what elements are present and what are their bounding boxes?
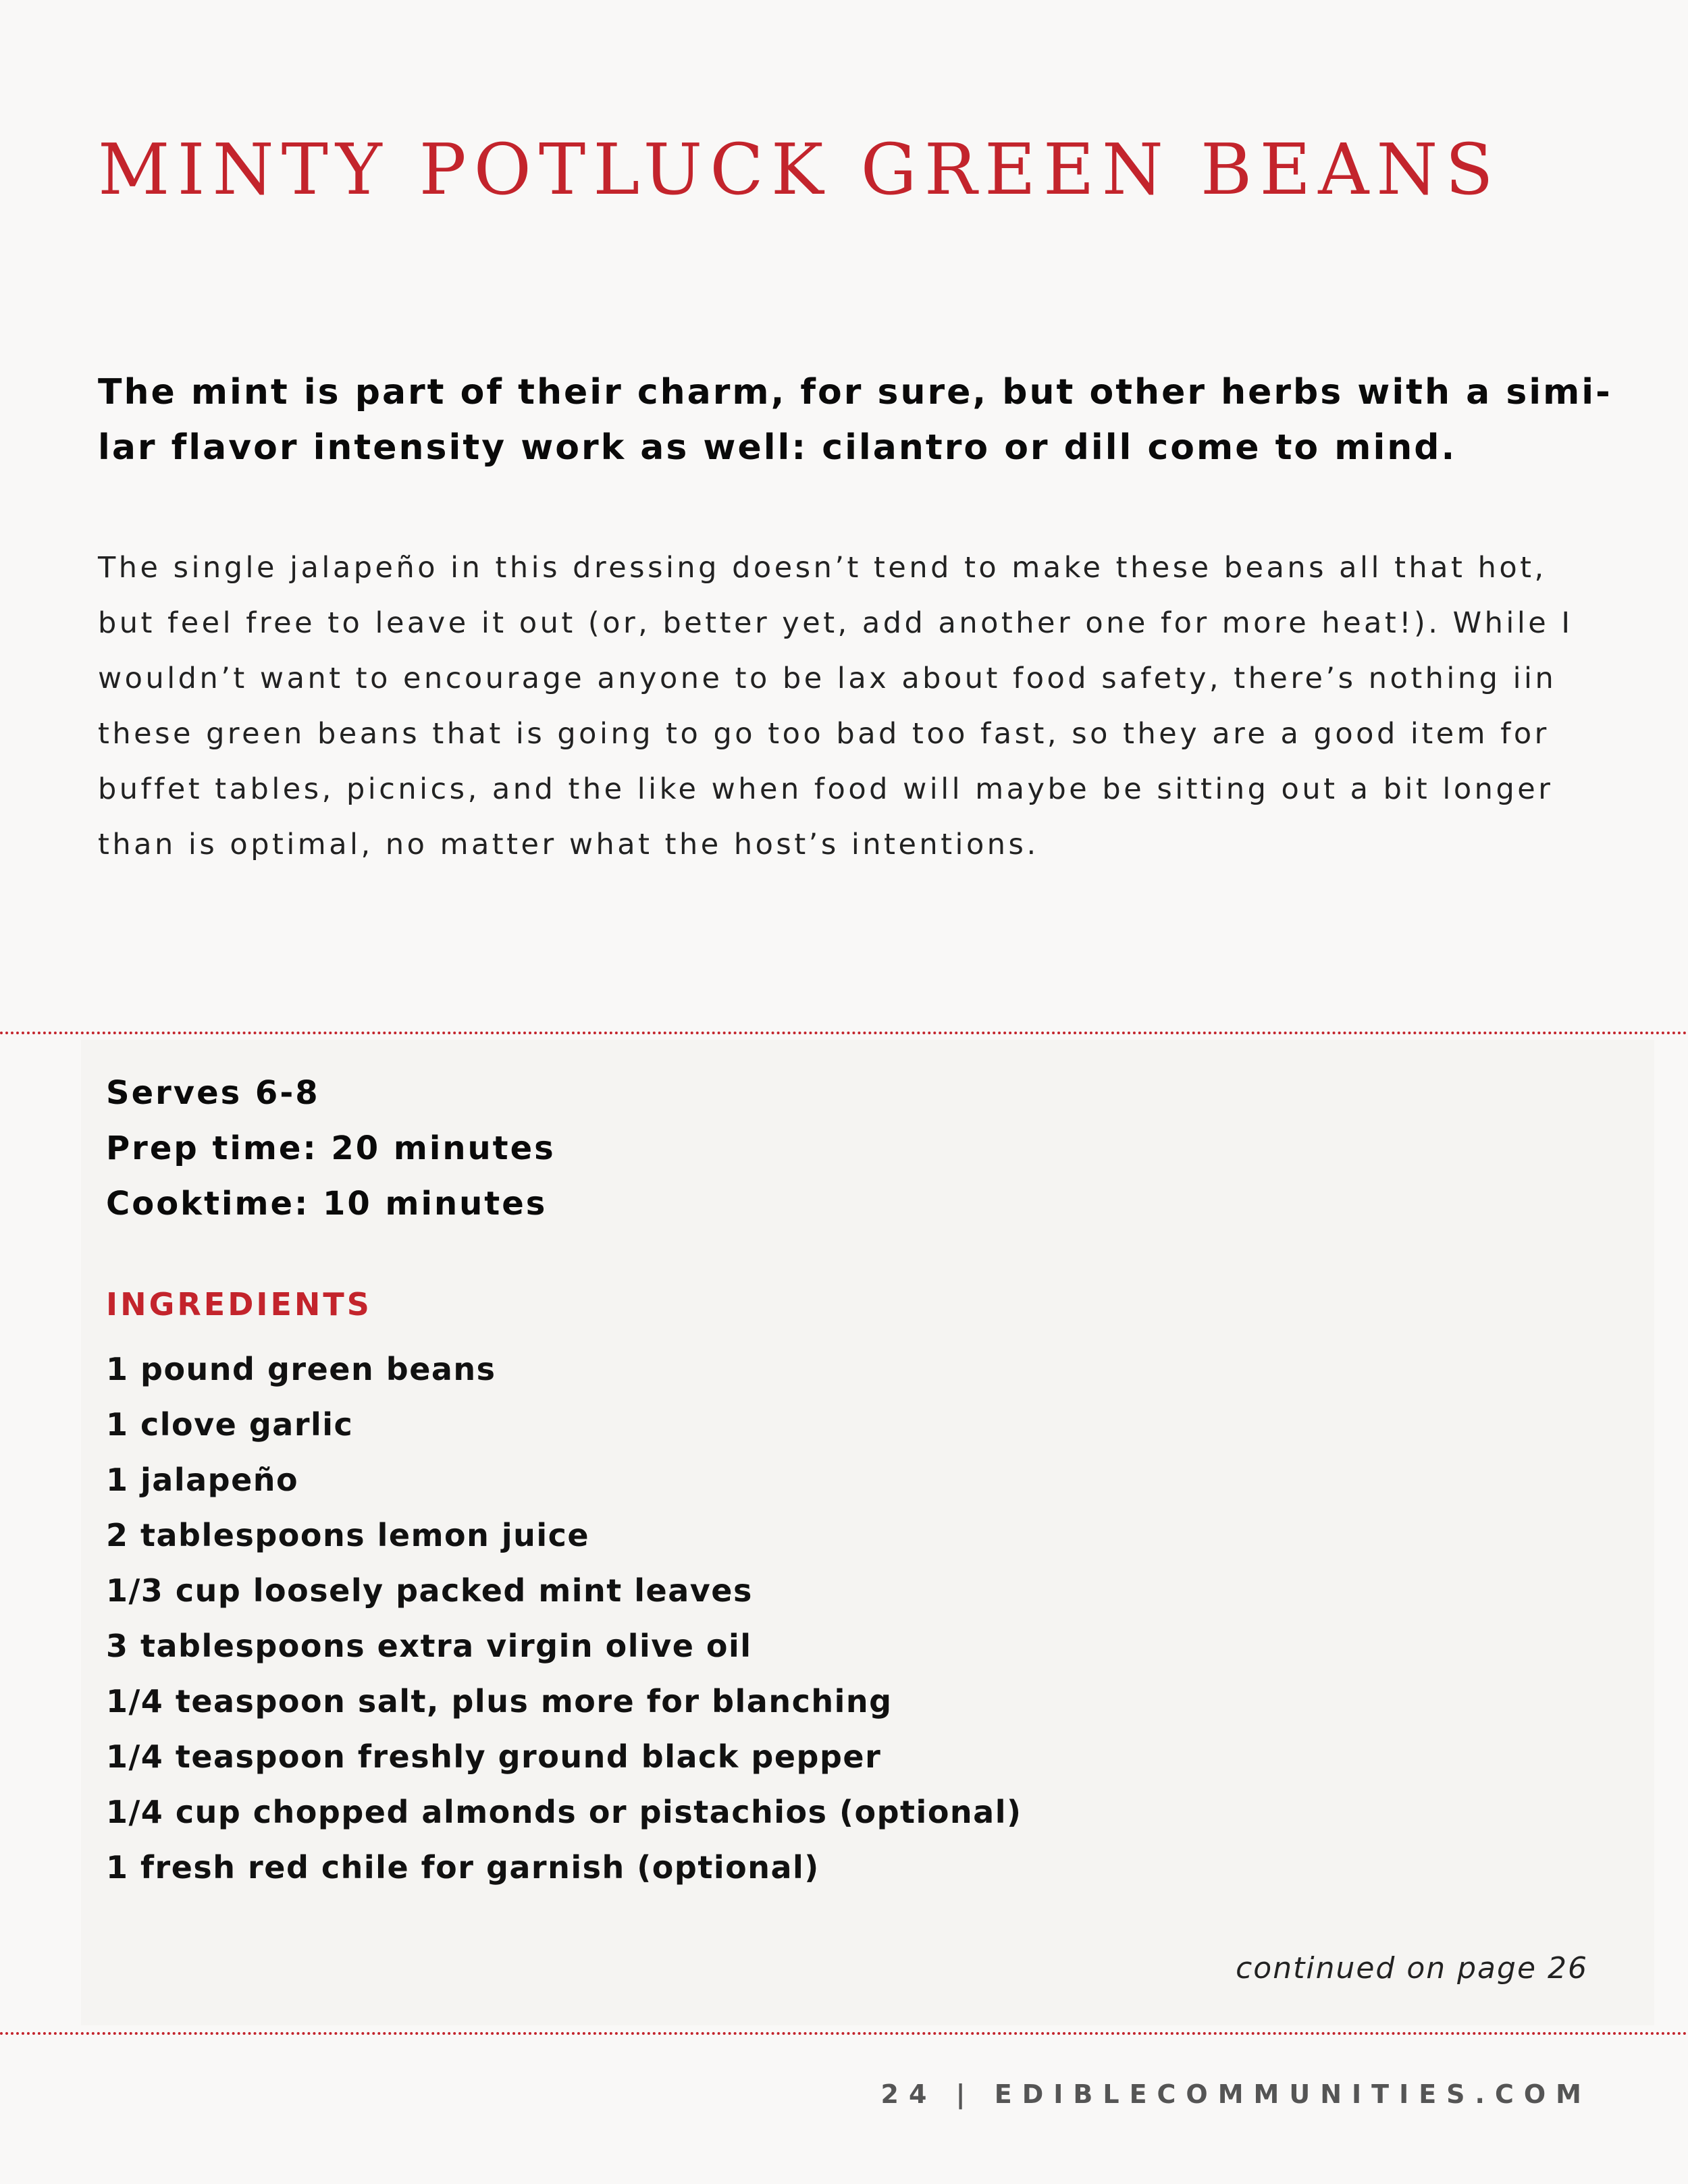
ingredients-heading: INGREDIENTS: [106, 1286, 372, 1323]
ingredient-item: 1/4 teaspoon salt, plus more for blanching: [106, 1683, 893, 1720]
body-line: buffet tables, picnics, and the like when food will maybe be sitting out a bit longer: [98, 772, 1554, 806]
lede-line: The mint is part of their charm, for sure, but other herbs with a simi-: [98, 372, 1612, 412]
serves-text: Serves 6-8: [106, 1074, 320, 1112]
lede-line: lar flavor intensity work as well: cilantro or dill come to mind.: [98, 427, 1457, 468]
ingredient-item: 1/4 teaspoon freshly ground black pepper: [106, 1738, 882, 1775]
ingredient-item: 1 fresh red chile for garnish (optional): [106, 1849, 820, 1886]
ingredient-item: 1 pound green beans: [106, 1351, 496, 1387]
body-line: these green beans that is going to go too bad too fast, so they are a good item for: [98, 717, 1550, 751]
ingredient-item: 1 clove garlic: [106, 1406, 354, 1443]
body-line: The single jalapeño in this dressing doesn’t tend to make these beans all that hot,: [98, 551, 1547, 585]
body-paragraph: [98, 540, 1573, 872]
cook-time-text: Cooktime: 10 minutes: [106, 1185, 548, 1223]
body-line: wouldn’t want to encourage anyone to be lax about food safety, there’s nothing iin: [98, 662, 1557, 695]
ingredient-item: 1 jalapeño: [106, 1462, 299, 1498]
ingredient-item: 2 tablespoons lemon juice: [106, 1517, 590, 1553]
body-line: than is optimal, no matter what the host’s intentions.: [98, 828, 1039, 861]
bottom-dotted-divider: [0, 2032, 1688, 2035]
body-line: but feel free to leave it out (or, better yet, add another one for more heat!). While I: [98, 606, 1573, 640]
ingredient-item: 1/4 cup chopped almonds or pistachios (optional): [106, 1794, 1022, 1830]
ingredients-list: [106, 1341, 1022, 1895]
page-footer: 24 | EDIBLECOMMUNITIES.COM: [880, 2079, 1591, 2109]
top-dotted-divider: [0, 1032, 1688, 1034]
ingredient-item: 3 tablespoons extra virgin olive oil: [106, 1628, 752, 1664]
ingredient-item: 1/3 cup loosely packed mint leaves: [106, 1572, 753, 1609]
recipe-meta: [106, 1065, 556, 1231]
page-title: MINTY POTLUCK GREEN BEANS: [98, 128, 1501, 211]
continued-note: continued on page 26: [1236, 1951, 1588, 1986]
lede-paragraph: [98, 365, 1612, 475]
prep-time-text: Prep time: 20 minutes: [106, 1129, 556, 1167]
